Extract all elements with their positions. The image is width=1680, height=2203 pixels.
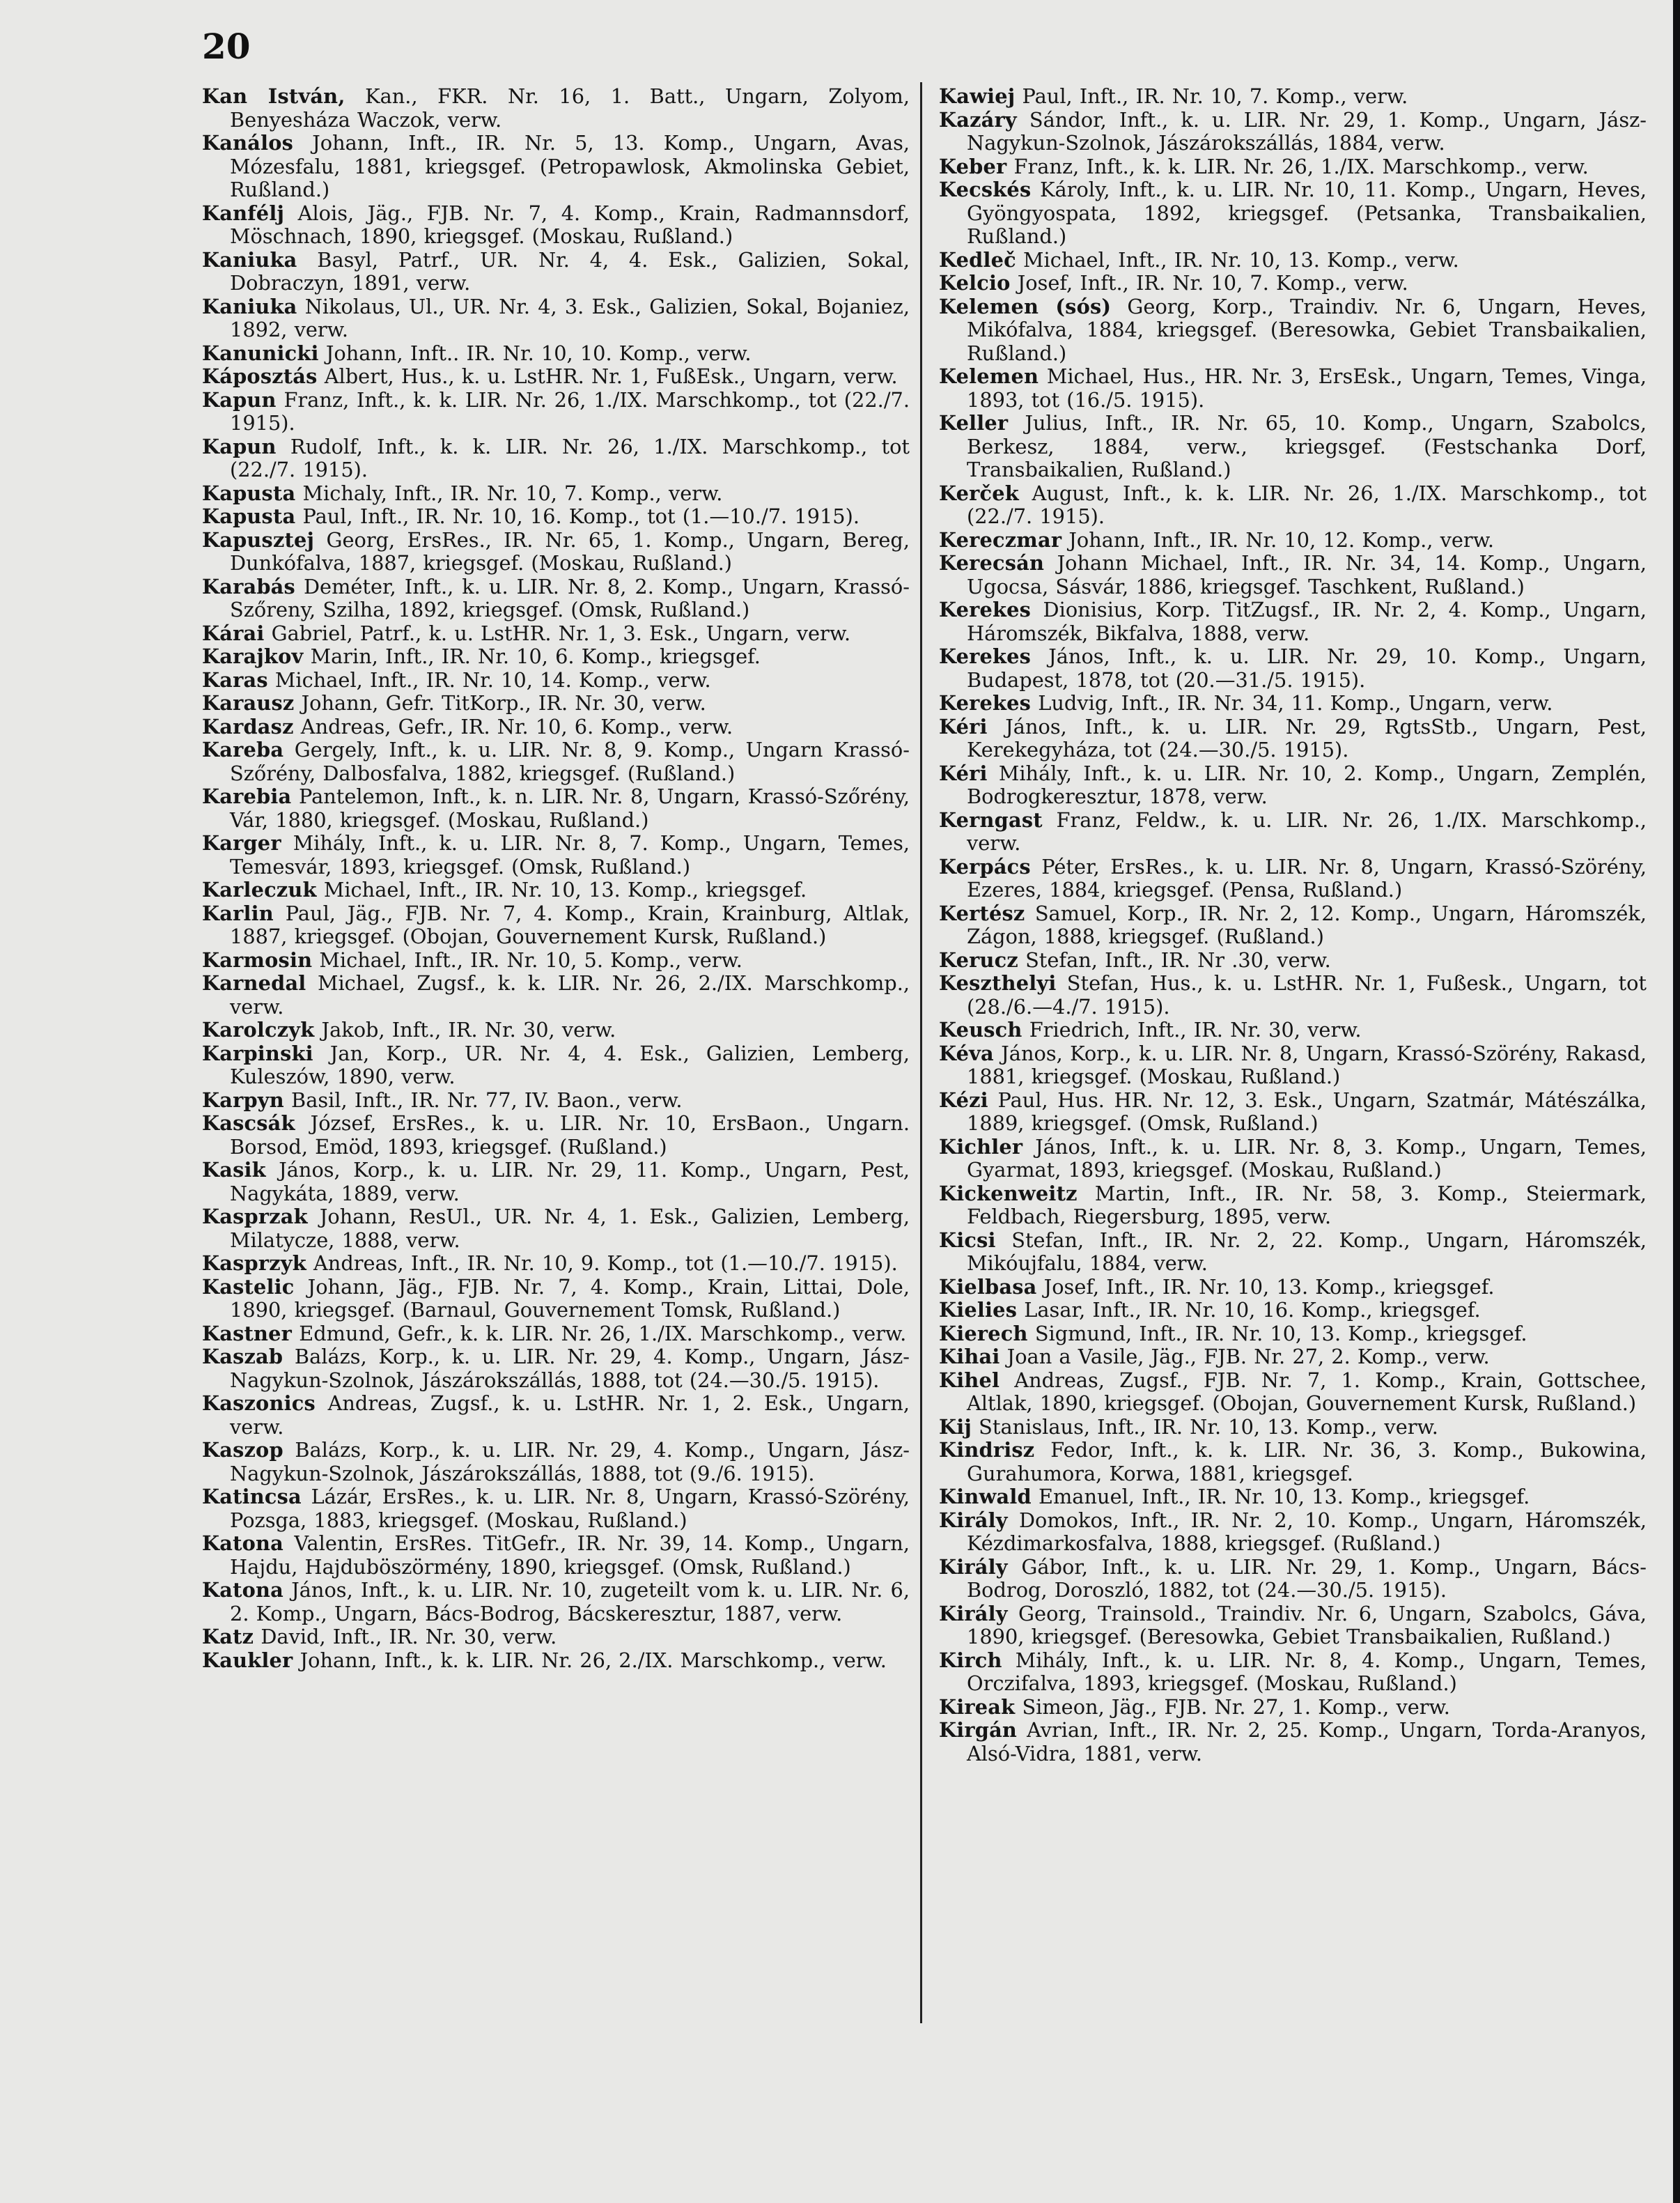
list-entry (202, 972, 910, 1019)
entry-details: Deméter, Inft., k. u. LIR. Nr. 8, 2. Komp., Ungarn, Krassó-Szőreny, Szilha, 1892, kriegsgef. (Omsk, Rußland.) (230, 574, 910, 621)
entry-details: Andreas, Zugsf., k. u. LstHR. Nr. 1, 2. Esk., Ungarn, verw. (230, 1391, 910, 1439)
list-entry (202, 202, 910, 249)
list-entry (202, 365, 910, 389)
entry-surname: Karlin (202, 901, 274, 925)
entry-details: Marin, Inft., IR. Nr. 10, 6. Komp., kriegsgef. (310, 644, 761, 668)
list-entry (202, 1322, 910, 1346)
entry-surname: Katincsa (202, 1485, 302, 1508)
entry-surname: Kerekes (939, 644, 1032, 668)
list-entry (939, 1322, 1647, 1346)
entry-surname: Karpinski (202, 1041, 313, 1065)
entry-details: Emanuel, Inft., IR. Nr. 10, 13. Komp., kriegsgef. (1038, 1485, 1530, 1508)
entry-surname: Kasik (202, 1158, 266, 1182)
list-entry (202, 716, 910, 739)
list-entry (939, 902, 1647, 949)
entry-details: János, Korp., k. u. LIR. Nr. 29, 11. Komp., Ungarn, Pest, Nagykáta, 1889, verw. (230, 1158, 910, 1205)
entry-surname: Kawiej (939, 84, 1016, 108)
entry-surname: Katona (202, 1578, 283, 1602)
entry-surname: Kaniuka (202, 247, 297, 272)
list-entry (939, 1042, 1647, 1089)
entry-details: Andreas, Inft., IR. Nr. 10, 9. Komp., tot (1.—10./7. 1915). (313, 1251, 898, 1275)
list-entry (939, 1276, 1647, 1299)
entry-details: Georg, ErsRes., IR. Nr. 65, 1. Komp., Ungarn, Bereg, Dunkófalva, 1887, kriegsgef. (Moskau, Rußland.) (230, 527, 910, 575)
entry-details: Michael, Inft., IR. Nr. 10, 14. Komp., verw. (274, 667, 711, 692)
entry-details: Fedor, Inft., k. k. LIR. Nr. 36, 3. Komp., Bukowina, Gurahumora, Korwa, 1881, kriegsgef. (967, 1438, 1647, 1485)
entry-surname: Kielbasa (939, 1274, 1037, 1299)
entry-surname: Kastner (202, 1321, 293, 1345)
entry-details: Martin, Inft., IR. Nr. 58, 3. Komp., Steiermark, Feldbach, Riegersburg, 1895, verw. (967, 1181, 1647, 1228)
entry-surname: Kirch (939, 1648, 1002, 1672)
entry-details: Mihály, Inft., k. u. LIR. Nr. 10, 2. Komp., Ungarn, Zemplén, Bodrogkeresztur, 1878, verw. (967, 761, 1647, 808)
entry-surname: Kareba (202, 738, 284, 762)
entry-details: Johann, Inft., IR. Nr. 5, 13. Komp., Ungarn, Avas, Mózesfalu, 1881, kriegsgef. (Petropawlosk, Akmolinska Gebiet, Rußland.) (230, 131, 910, 201)
list-entry (202, 832, 910, 879)
list-entry (939, 692, 1647, 716)
entry-surname: Keller (939, 411, 1009, 435)
list-entry (939, 365, 1647, 412)
list-entry (202, 1019, 910, 1042)
entry-surname: Kinwald (939, 1485, 1032, 1508)
list-entry (202, 1159, 910, 1205)
entry-surname: Keusch (939, 1018, 1022, 1042)
entry-surname: Kedleč (939, 247, 1016, 272)
entry-surname: Kapun (202, 387, 277, 412)
list-entry (939, 1345, 1647, 1369)
list-entry (939, 972, 1647, 1019)
list-entry (202, 692, 910, 716)
list-entry (939, 1019, 1647, 1042)
entry-surname: Kascsák (202, 1111, 295, 1135)
list-entry (202, 342, 910, 366)
entry-details: Franz, Inft., k. k. LIR. Nr. 26, 1./IX. Marschkomp., tot (22./7. 1915). (230, 387, 910, 435)
entry-details: Michaly, Inft., IR. Nr. 10, 7. Komp., verw. (302, 481, 723, 505)
entry-surname: Kézi (939, 1088, 988, 1112)
list-entry (939, 762, 1647, 809)
entry-surname: Kapun (202, 434, 277, 458)
entry-surname: Kardasz (202, 714, 294, 739)
entry-surname: Kerekes (939, 598, 1032, 621)
entry-details: Sándor, Inft., k. u. LIR. Nr. 29, 1. Komp., Ungarn, Jász-Nagykun-Szolnok, Jászárokszállás, 1884, verw. (967, 107, 1647, 155)
list-entry (202, 1485, 910, 1532)
entry-surname: Kereczmar (939, 527, 1062, 552)
entry-surname: Kelcio (939, 271, 1011, 295)
entry-details: Michael, Zugsf., k. k. LIR. Nr. 26, 2./IX. Marschkomp., verw. (230, 971, 910, 1019)
list-entry (202, 902, 910, 949)
list-entry (202, 879, 910, 902)
list-entry (202, 1625, 910, 1649)
entry-surname: Kapusta (202, 481, 296, 505)
entry-details: Simeon, Jäg., FJB. Nr. 27, 1. Komp., verw. (1022, 1694, 1450, 1719)
list-entry (939, 1602, 1647, 1649)
entry-details: Stefan, Inft., IR. Nr. 2, 22. Komp., Ungarn, Háromszék, Mikóujfalu, 1884, verw. (967, 1228, 1647, 1275)
entry-details: Johann, Gefr. TitKorp., IR. Nr. 30, verw. (301, 691, 706, 715)
list-entry (202, 482, 910, 506)
entry-surname: Kaszab (202, 1345, 283, 1368)
list-entry (202, 1089, 910, 1113)
list-entry (202, 85, 910, 132)
scan-edge (1673, 0, 1680, 2203)
entry-surname: Kazáry (939, 107, 1017, 132)
list-entry (202, 645, 910, 669)
entry-surname: Karajkov (202, 644, 304, 668)
entry-surname: Kihel (939, 1368, 1000, 1392)
entry-surname: Kerucz (939, 948, 1018, 972)
list-entry (202, 669, 910, 693)
entry-surname: Király (939, 1554, 1008, 1579)
entry-details: Edmund, Gefr., k. k. LIR. Nr. 26, 1./IX. Marschkomp., verw. (299, 1321, 907, 1345)
entry-details: János, Inft., k. u. LIR. Nr. 29, 10. Komp., Ungarn, Budapest, 1878, tot (20.—31./5. 1915). (967, 644, 1647, 692)
entry-surname: Kanfélj (202, 201, 285, 225)
list-entry (202, 529, 910, 575)
entry-details: Basil, Inft., IR. Nr. 77, IV. Baon., verw. (291, 1088, 683, 1112)
entry-surname: Keszthelyi (939, 971, 1057, 995)
list-entry (939, 1369, 1647, 1416)
list-entry (939, 85, 1647, 109)
entry-surname: Katona (202, 1531, 283, 1555)
entry-surname: Kireak (939, 1694, 1016, 1719)
entry-details: János, Inft., k. u. LIR. Nr. 29, RgtsStb., Ungarn, Pest, Kerekegyháza, tot (24.—30./5. 1915). (967, 714, 1647, 762)
entry-surname: Kecskés (939, 178, 1032, 201)
list-entry (939, 809, 1647, 856)
entry-details: Alois, Jäg., FJB. Nr. 7, 4. Komp., Krain, Radmannsdorf, Möschnach, 1890, kriegsgef. (Moskau, Rußland.) (230, 201, 910, 248)
list-entry (939, 249, 1647, 272)
list-entry (202, 739, 910, 785)
entry-details: Franz, Feldw., k. u. LIR. Nr. 26, 1./IX. Marschkomp., verw. (967, 807, 1647, 855)
entry-details: Michael, Hus., HR. Nr. 3, ErsEsk., Ungarn, Temes, Vinga, 1893, tot (16./5. 1915). (967, 364, 1647, 412)
entry-details: Josef, Inft., IR. Nr. 10, 13. Komp., kriegsgef. (1043, 1274, 1495, 1299)
entry-details: Friedrich, Inft., IR. Nr. 30, verw. (1029, 1018, 1362, 1042)
entry-surname: Kerecsán (939, 551, 1045, 575)
list-entry (939, 412, 1647, 482)
entry-surname: Karmosin (202, 948, 313, 972)
entry-surname: Kierech (939, 1321, 1028, 1345)
entry-details: Franz, Inft., k. k. LIR. Nr. 26, 1./IX. Marschkomp., verw. (1013, 154, 1589, 178)
entry-details: Domokos, Inft., IR. Nr. 2, 10. Komp., Ungarn, Háromszék, Kézdimarkosfalva, 1888, kriegsgef. (Rußland.) (967, 1508, 1647, 1555)
list-entry (202, 575, 910, 622)
entry-surname: Kapusztej (202, 527, 315, 552)
entry-details: Jakob, Inft., IR. Nr. 30, verw. (321, 1018, 616, 1042)
entry-surname: Kaukler (202, 1648, 293, 1672)
list-entry (939, 1416, 1647, 1439)
list-entry (939, 552, 1647, 598)
entry-details: Mihály, Inft., k. u. LIR. Nr. 8, 4. Komp., Ungarn, Temes, Orczifalva, 1893, kriegsgef. (Moskau, Rußland.) (967, 1648, 1647, 1695)
entry-details: Johann, Inft., IR. Nr. 10, 12. Komp., verw. (1068, 527, 1495, 552)
entry-surname: Kij (939, 1414, 972, 1439)
list-entry (939, 1089, 1647, 1136)
entry-surname: Kanunicki (202, 341, 319, 365)
entry-details: Michael, Inft., IR. Nr. 10, 13. Komp., verw. (1023, 247, 1459, 272)
entry-details: Basyl, Patrf., UR. Nr. 4, 4. Esk., Galizien, Sokal, Dobraczyn, 1891, verw. (230, 247, 910, 295)
page-number: 20 (202, 26, 251, 67)
entry-surname: Kaszop (202, 1438, 283, 1462)
entry-details: Lázár, ErsRes., k. u. LIR. Nr. 8, Ungarn, Krassó-Szörény, Pozsga, 1883, kriegsgef. (Moskau, Rußland.) (230, 1485, 910, 1532)
entry-details: Stanislaus, Inft., IR. Nr. 10, 13. Komp., verw. (979, 1414, 1438, 1439)
list-entry (202, 1205, 910, 1252)
list-entry (939, 1719, 1647, 1765)
entry-surname: Kelemen (sós) (939, 294, 1112, 318)
entry-details: Valentin, ErsRes. TitGefr., IR. Nr. 39, 14. Komp., Ungarn, Hajdu, Hajduböszörmény, 1890, kriegsgef. (Omsk, Rußland.) (230, 1531, 910, 1579)
list-entry (939, 598, 1647, 645)
entry-details: Andreas, Gefr., IR. Nr. 10, 6. Komp., verw. (300, 714, 733, 739)
list-entry (939, 1229, 1647, 1276)
list-entry (939, 109, 1647, 155)
entry-surname: Káposztás (202, 364, 318, 388)
entry-details: Julius, Inft., IR. Nr. 65, 10. Komp., Ungarn, Szabolcs, Berkesz, 1884, verw., kriegsgef. (Festschanka Dorf, Transbaikalien, Rußland.) (967, 411, 1647, 481)
list-entry (939, 155, 1647, 179)
list-entry (939, 1649, 1647, 1696)
entry-surname: Kéri (939, 714, 988, 739)
list-entry (939, 272, 1647, 295)
entry-surname: Kertész (939, 901, 1025, 925)
list-entry (202, 622, 910, 646)
entry-details: Sigmund, Inft., IR. Nr. 10, 13. Komp., kriegsgef. (1034, 1321, 1527, 1345)
entry-details: Johann, ResUl., UR. Nr. 4, 1. Esk., Galizien, Lemberg, Milatycze, 1888, verw. (230, 1205, 910, 1252)
entry-details: Johann, Inft., k. k. LIR. Nr. 26, 2./IX. Marschkomp., verw. (300, 1648, 887, 1672)
entry-surname: Kapusta (202, 504, 296, 528)
list-entry (939, 645, 1647, 692)
list-entry (202, 249, 910, 295)
list-entry (202, 1439, 910, 1485)
entry-surname: Keber (939, 154, 1007, 178)
entry-surname: Karpyn (202, 1088, 284, 1112)
list-entry (939, 178, 1647, 249)
entry-details: Jan, Korp., UR. Nr. 4, 4. Esk., Galizien, Lemberg, Kuleszów, 1890, verw. (230, 1041, 910, 1088)
list-entry (202, 785, 910, 832)
entry-details: Stefan, Inft., IR. Nr .30, verw. (1025, 948, 1331, 972)
list-entry (202, 435, 910, 482)
list-entry (939, 1509, 1647, 1556)
entry-surname: Karnedal (202, 971, 306, 995)
entry-details: Dionisius, Korp. TitZugsf., IR. Nr. 2, 4. Komp., Ungarn, Háromszék, Bikfalva, 1888, verw. (967, 598, 1647, 645)
entry-surname: Kasprzak (202, 1205, 308, 1228)
entry-details: Péter, ErsRes., k. u. LIR. Nr. 8, Ungarn, Krassó-Szörény, Ezeres, 1884, kriegsgef. (Pensa, Rußland.) (967, 854, 1647, 902)
entry-details: Johann, Jäg., FJB. Nr. 7, 4. Komp., Krain, Littai, Dole, 1890, kriegsgef. (Barnaul, Gouvernement Tomsk, Rußland.) (230, 1274, 910, 1322)
entry-surname: Király (939, 1508, 1008, 1532)
list-entry (202, 1042, 910, 1089)
entry-surname: Kéri (939, 761, 988, 785)
list-entry (202, 1345, 910, 1392)
list-entry (939, 949, 1647, 973)
list-entry (202, 389, 910, 435)
entry-surname: Kerekes (939, 691, 1032, 715)
entry-details: Michael, Inft., IR. Nr. 10, 5. Komp., verw. (319, 948, 742, 972)
list-entry (939, 716, 1647, 762)
entry-details: Samuel, Korp., IR. Nr. 2, 12. Komp., Ungarn, Háromszék, Zágon, 1888, kriegsgef. (Rußland.) (967, 901, 1647, 948)
entry-details: Gergely, Inft., k. u. LIR. Nr. 8, 9. Komp., Ungarn Krassó-Szőrény, Dalbosfalva, 1882, kriegsgef. (Rußland.) (230, 738, 910, 785)
entry-surname: Kéva (939, 1041, 994, 1065)
entry-details: Johann Michael, Inft., IR. Nr. 34, 14. Komp., Ungarn, Ugocsa, Sásvár, 1886, kriegsgef. Taschkent, Rußland.) (967, 551, 1647, 598)
list-entry (202, 132, 910, 202)
entry-surname: Karebia (202, 784, 292, 808)
entry-details: Paul, Jäg., FJB. Nr. 7, 4. Komp., Krain, Krainburg, Altlak, 1887, kriegsgef. (Obojan, Gouvernement Kursk, Rußland.) (230, 901, 910, 948)
entry-details: Andreas, Zugsf., FJB. Nr. 7, 1. Komp., Krain, Gottschee, Altlak, 1890, kriegsgef. (Obojan, Gouvernement Kursk, Rußland.) (967, 1368, 1647, 1415)
entry-details: Gábor, Inft., k. u. LIR. Nr. 29, 1. Komp., Ungarn, Bács-Bodrog, Doroszló, 1882, tot (24.—30./5. 1915). (967, 1554, 1647, 1602)
entry-surname: Katz (202, 1625, 254, 1648)
right-column (939, 85, 1647, 1765)
entry-details: Josef, Inft., IR. Nr. 10, 7. Komp., verw. (1017, 271, 1408, 295)
list-entry (939, 529, 1647, 552)
entry-details: János, Korp., k. u. LIR. Nr. 8, Ungarn, Krassó-Szörény, Rakasd, 1881, kriegsgef. (Moskau, Rußland.) (967, 1041, 1647, 1088)
entry-details: János, Inft., k. u. LIR. Nr. 10, zugeteilt vom k. u. LIR. Nr. 6, 2. Komp., Ungarn, Bács-Bodrog, Bácskeresztur, 1887, verw. (230, 1578, 910, 1625)
entry-details: János, Inft., k. u. LIR. Nr. 8, 3. Komp., Ungarn, Temes, Gyarmat, 1893, kriegsgef. (Moskau, Rußland.) (967, 1134, 1647, 1182)
list-entry (202, 949, 910, 973)
entry-surname: Karleczuk (202, 878, 317, 902)
entry-surname: Kirgán (939, 1718, 1018, 1742)
entry-details: Károly, Inft., k. u. LIR. Nr. 10, 11. Komp., Ungarn, Heves, Gyöngyospata, 1892, kriegsgef. (Petsanka, Transbaikalien, Rußland.) (967, 178, 1647, 248)
entry-details: Balázs, Korp., k. u. LIR. Nr. 29, 4. Komp., Ungarn, Jász-Nagykun-Szolnok, Jászárokszállás, 1888, tot (9./6. 1915). (230, 1438, 910, 1485)
entry-surname: Kárai (202, 621, 265, 645)
entry-surname: Kaszonics (202, 1391, 316, 1415)
entry-surname: Karolczyk (202, 1018, 315, 1042)
entry-details: Lasar, Inft., IR. Nr. 10, 16. Komp., kriegsgef. (1024, 1298, 1481, 1322)
entry-details: August, Inft., k. k. LIR. Nr. 26, 1./IX. Marschkomp., tot (22./7. 1915). (967, 481, 1647, 528)
entry-surname: Kerpács (939, 854, 1031, 879)
entry-surname: Kanálos (202, 131, 294, 155)
entry-details: Gabriel, Patrf., k. u. LstHR. Nr. 1, 3. Esk., Ungarn, verw. (271, 621, 851, 645)
entry-details: Albert, Hus., k. u. LstHR. Nr. 1, FußEsk., Ungarn, verw. (324, 364, 898, 388)
list-entry (939, 295, 1647, 366)
list-entry (939, 1485, 1647, 1509)
list-entry (939, 1182, 1647, 1229)
entry-surname: Kindrisz (939, 1438, 1035, 1462)
entry-details: Balázs, Korp., k. u. LIR. Nr. 29, 4. Komp., Ungarn, Jász-Nagykun-Szolnok, Jászárokszállás, 1888, tot (24.—30./5. 1915). (230, 1345, 910, 1392)
entry-surname: Kerček (939, 481, 1019, 505)
entry-details: Michael, Inft., IR. Nr. 10, 13. Komp., kriegsgef. (323, 878, 807, 902)
entry-surname: Kastelic (202, 1274, 295, 1299)
list-entry (202, 1252, 910, 1276)
entry-details: Rudolf, Inft., k. k. LIR. Nr. 26, 1./IX. Marschkomp., tot (22./7. 1915). (230, 434, 910, 481)
list-entry (939, 1299, 1647, 1322)
list-entry (939, 1696, 1647, 1719)
entry-surname: Király (939, 1601, 1008, 1625)
entry-surname: Kan István, (202, 84, 345, 108)
list-entry (202, 1579, 910, 1625)
list-entry (939, 1136, 1647, 1182)
entry-details: Pantelemon, Inft., k. n. LIR. Nr. 8, Ungarn, Krassó-Szőrény, Vár, 1880, kriegsgef. (Moskau, Rußland.) (230, 784, 910, 832)
list-entry (939, 856, 1647, 902)
list-entry (202, 1532, 910, 1579)
entry-details: Johann, Inft.. IR. Nr. 10, 10. Komp., verw. (325, 341, 752, 365)
entry-surname: Kaniuka (202, 294, 297, 318)
entry-details: Stefan, Hus., k. u. LstHR. Nr. 1, Fußesk., Ungarn, tot (28./6.—4./7. 1915). (967, 971, 1647, 1019)
entry-details: Avrian, Inft., IR. Nr. 2, 25. Komp., Ungarn, Torda-Aranyos, Alsó-Vidra, 1881, verw. (967, 1718, 1647, 1765)
list-entry (939, 1439, 1647, 1485)
entry-surname: Karausz (202, 691, 295, 715)
entry-surname: Karger (202, 831, 281, 855)
list-entry (202, 295, 910, 342)
entry-details: Paul, Hus. HR. Nr. 12, 3. Esk., Ungarn, Szatmár, Mátészálka, 1889, kriegsgef. (Omsk, Rußland.) (967, 1088, 1647, 1135)
list-entry (202, 505, 910, 529)
entry-details: Kan., FKR. Nr. 16, 1. Batt., Ungarn, Zolyom, Benyesháza Waczok, verw. (230, 84, 910, 132)
list-entry (202, 1276, 910, 1322)
list-entry (939, 482, 1647, 529)
entry-surname: Karas (202, 667, 268, 692)
entry-details: Mihály, Inft., k. u. LIR. Nr. 8, 7. Komp., Ungarn, Temes, Temesvár, 1893, kriegsgef. (Omsk, Rußland.) (230, 831, 910, 879)
entry-surname: Kielies (939, 1298, 1018, 1322)
entry-details: Ludvig, Inft., IR. Nr. 34, 11. Komp., Ungarn, verw. (1038, 691, 1553, 715)
entry-details: Paul, Inft., IR. Nr. 10, 16. Komp., tot (1.—10./7. 1915). (302, 504, 860, 528)
list-entry (939, 1556, 1647, 1602)
entry-details: Nikolaus, Ul., UR. Nr. 4, 3. Esk., Galizien, Sokal, Bojaniez, 1892, verw. (230, 294, 910, 341)
list-entry (202, 1112, 910, 1159)
entry-details: Georg, Trainsold., Traindiv. Nr. 6, Ungarn, Szabolcs, Gáva, 1890, kriegsgef. (Beresowka, Gebiet Transbaikalien, Rußland.) (967, 1601, 1647, 1648)
entry-surname: Kickenweitz (939, 1181, 1078, 1205)
entry-surname: Kasprzyk (202, 1251, 306, 1275)
list-entry (202, 1649, 910, 1673)
entry-surname: Kicsi (939, 1228, 996, 1252)
list-entry (202, 1392, 910, 1439)
column-divider (920, 82, 922, 2023)
entry-details: Paul, Inft., IR. Nr. 10, 7. Komp., verw. (1022, 84, 1408, 108)
entry-details: József, ErsRes., k. u. LIR. Nr. 10, ErsBaon., Ungarn. Borsod, Emöd, 1893, kriegsgef. (Rußland.) (230, 1111, 910, 1159)
entry-surname: Kerngast (939, 807, 1043, 832)
entry-surname: Kihai (939, 1345, 1000, 1368)
entry-details: Georg, Korp., Traindiv. Nr. 6, Ungarn, Heves, Mikófalva, 1884, kriegsgef. (Beresowka, Gebiet Transbaikalien, Rußland.) (967, 294, 1647, 365)
entry-surname: Kelemen (939, 364, 1039, 388)
entry-surname: Kichler (939, 1134, 1023, 1159)
entry-surname: Karabás (202, 574, 295, 598)
entry-details: David, Inft., IR. Nr. 30, verw. (260, 1625, 557, 1648)
left-column (202, 85, 910, 1672)
entry-details: Joan a Vasile, Jäg., FJB. Nr. 27, 2. Komp., verw. (1006, 1345, 1490, 1368)
